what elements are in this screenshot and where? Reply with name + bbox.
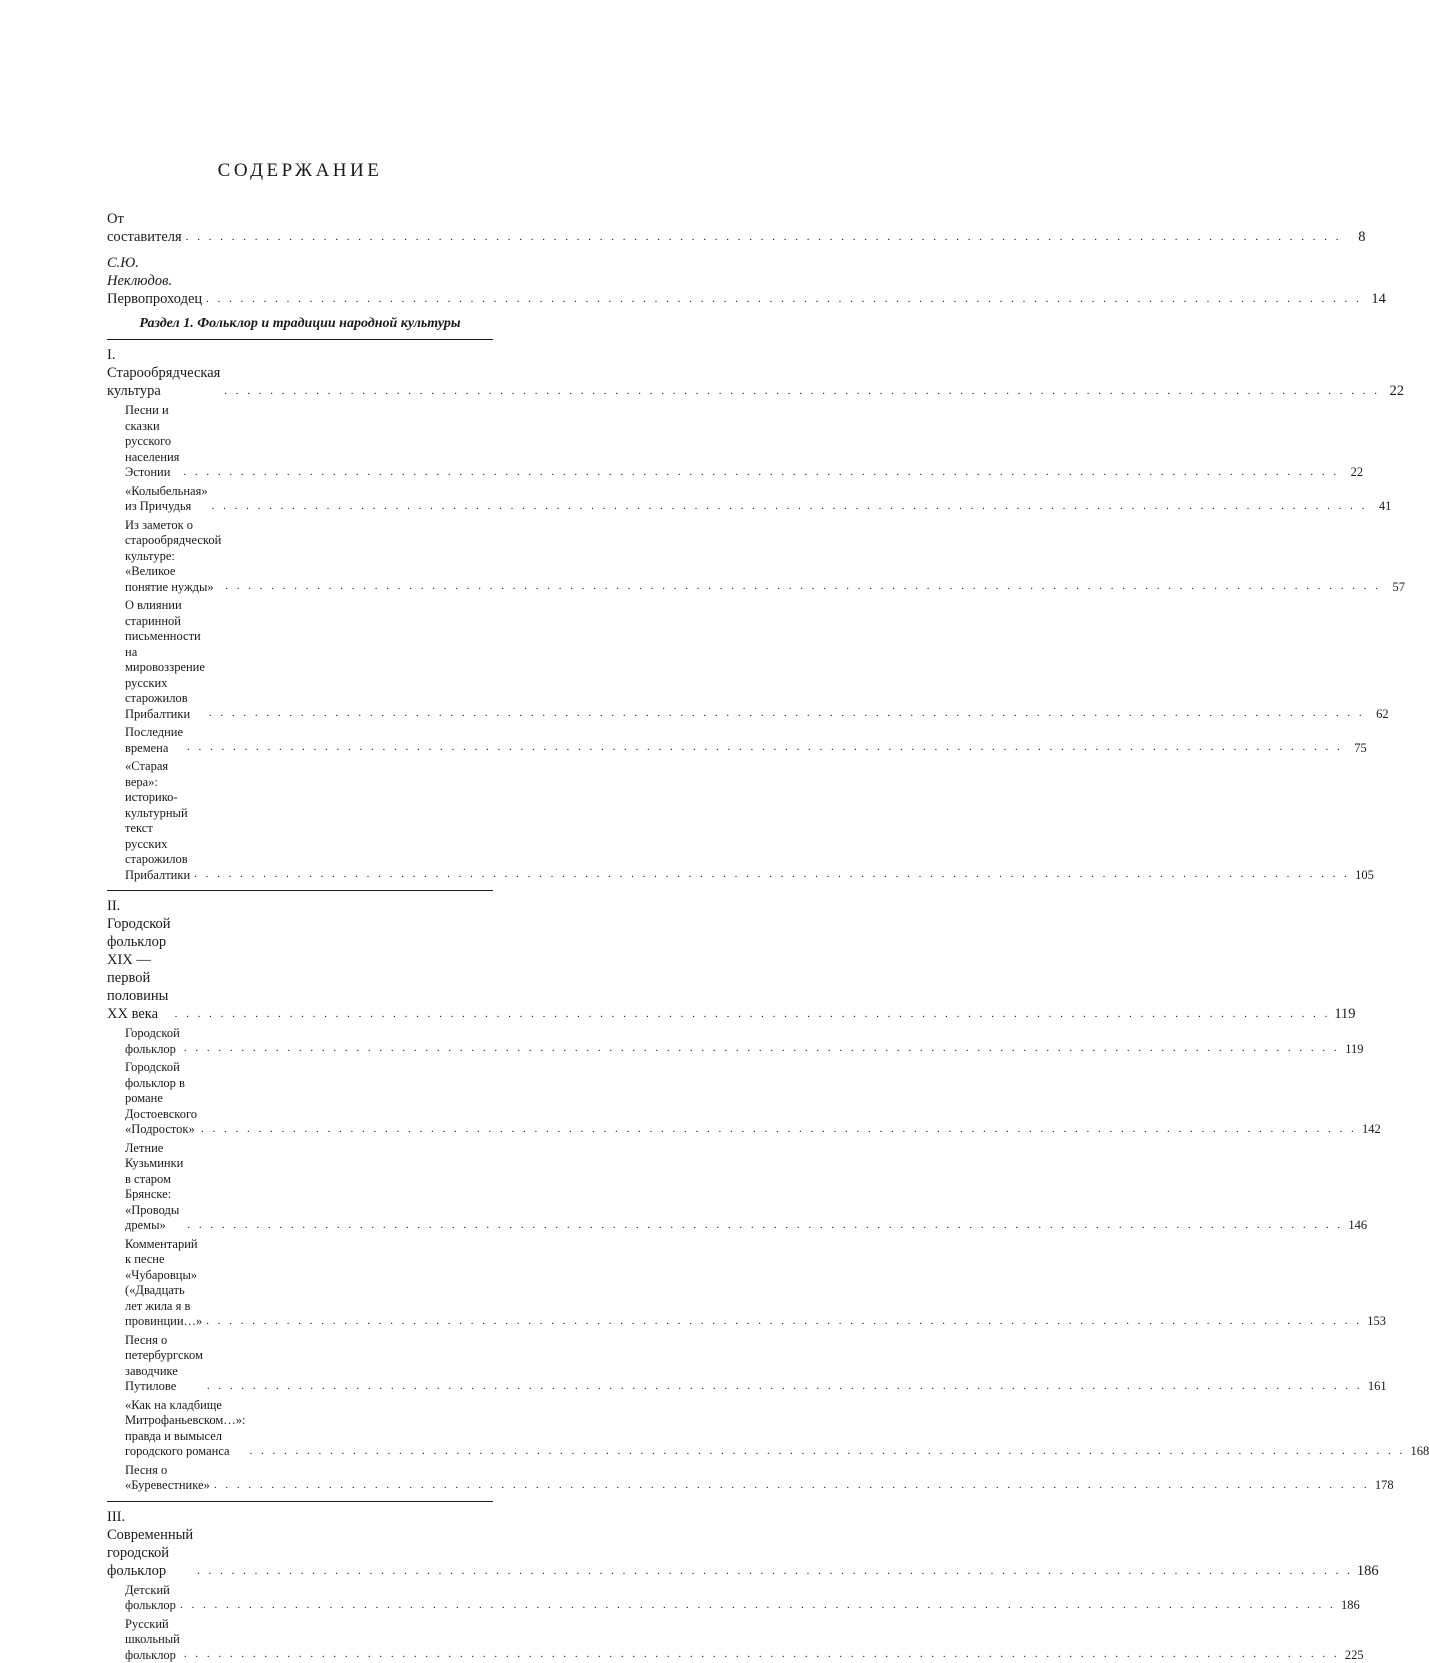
toc-entry[interactable] [107,1141,493,1234]
toc-entry-label: Летние Кузьминки в старом Брянске: «Проводы дремы» [125,1141,183,1234]
toc-entry[interactable] [107,1463,493,1494]
page-title: СОДЕРЖАНИЕ [0,160,600,182]
toc-entry-label: От составителя [107,210,182,246]
toc-entry-label: Русский школьный фольклор [125,1617,180,1663]
section-heading: Раздел 1. Фольклор и традиции народной культуры [107,316,493,332]
toc-entry-label: «Великое понятие нужды» [125,564,214,594]
toc-part-heading[interactable] [107,890,493,1023]
toc-entry-label: Песня о петербургском заводчике Путилове [125,1333,203,1395]
toc-page-number: 8 [1345,228,1365,246]
dot-leader [209,708,1365,719]
toc-entry-author: С.Ю. Неклюдов. [107,255,172,289]
toc-page [0,0,600,750]
toc-page-number: 178 [1374,1478,1394,1494]
toc-entry[interactable] [107,403,493,481]
toc-page-number: 168 [1409,1444,1429,1460]
toc-page-number: 153 [1366,1314,1386,1330]
toc-page-number: 14 [1366,290,1386,308]
toc-part-label: III. Современный городской фольклор [107,1508,193,1580]
toc-entry-compiler[interactable] [107,210,493,246]
toc-entry-label-line1: «Старая вера»: историко-культурный текст [125,759,188,835]
toc-entry[interactable] [107,1583,493,1614]
dot-leader [180,1600,1336,1611]
toc-entry-label: Последние времена [125,725,183,756]
toc-entry-label-line1: Из заметок о старообрядческой культуре: [125,518,221,563]
toc-page-number: 41 [1371,499,1391,515]
dot-leader [224,386,1380,397]
toc-page-number: 75 [1347,741,1367,757]
toc-entry-label: Городской фольклор в романе Достоевского «Подросток» [125,1060,197,1138]
toc-entry[interactable] [107,518,493,596]
toc-page-number: 146 [1347,1218,1367,1234]
dot-leader [206,294,1362,305]
toc-page-number: 22 [1343,465,1363,481]
dot-leader [184,1649,1340,1660]
toc-entry[interactable] [107,1026,493,1057]
toc-entry[interactable] [107,1333,493,1395]
toc-page-number: 105 [1354,868,1374,884]
table-of-contents [107,210,493,1663]
dot-leader [201,1124,1357,1135]
dot-leader [212,501,1368,512]
section-parts [107,339,493,1663]
dot-leader [197,1566,1353,1577]
toc-part-heading[interactable] [107,339,493,400]
toc-entry-label: Детский фольклор [125,1583,176,1614]
toc-entry[interactable] [107,1237,493,1330]
toc-entry[interactable] [107,484,493,515]
toc-page-number: 186 [1357,1562,1379,1580]
toc-entry-label: Первопроходец [107,291,202,307]
toc-entry[interactable] [107,1060,493,1138]
toc-page-number: 57 [1385,580,1405,596]
dot-leader [194,869,1350,880]
dot-leader [225,581,1381,592]
toc-page-number: 161 [1367,1379,1387,1395]
dot-leader [186,232,1342,243]
toc-entry-label: «Колыбельная» из Причудья [125,484,208,515]
toc-entry-label-line1: «Как на кладбище Митрофаньевском…»: [125,1398,245,1428]
dot-leader [206,1316,1362,1327]
toc-entry[interactable] [107,759,493,883]
toc-page-number: 225 [1344,1648,1364,1663]
dot-leader [187,1220,1343,1231]
toc-entry-label: Песни и сказки русского населения Эстонии [125,403,179,481]
toc-entry-label: правда и вымысел городского романса [125,1429,230,1459]
toc-part-label: I. Старообрядческая культура [107,346,220,400]
dot-leader [187,742,1343,753]
toc-entry-pioneer[interactable] [107,254,493,308]
dot-leader [207,1381,1363,1392]
toc-part-heading[interactable] [107,1501,493,1580]
toc-entry[interactable] [107,1398,493,1460]
toc-entry-label: русских старожилов Прибалтики [125,676,190,721]
dot-leader [214,1480,1370,1491]
dot-leader [175,1009,1331,1020]
toc-page-number: 119 [1334,1005,1355,1023]
toc-entry-label-line1: Комментарий к песне «Чубаровцы» [125,1237,198,1282]
toc-entry-label: русских старожилов Прибалтики [125,837,190,882]
dot-leader [183,467,1339,478]
toc-entry-label: («Двадцать лет жила я в провинции…» [125,1283,202,1328]
dot-leader [184,1043,1340,1054]
toc-entry[interactable] [107,1617,493,1663]
toc-part-label: II. Городской фольклор XIX — первой половины XX века [107,897,171,1023]
dot-leader [249,1446,1405,1457]
toc-page-number: 186 [1340,1598,1360,1614]
toc-page-number: 22 [1384,382,1404,400]
toc-entry-label-line1: О влиянии старинной письменности на мировоззрение [125,598,205,674]
toc-entry[interactable] [107,598,493,722]
toc-entry-label: Песня о «Буревестнике» [125,1463,210,1494]
toc-page-number: 62 [1369,707,1389,723]
toc-entry-label: Городской фольклор [125,1026,180,1057]
toc-page-number: 142 [1361,1122,1381,1138]
toc-entry[interactable] [107,725,493,756]
toc-page-number: 119 [1344,1042,1364,1058]
